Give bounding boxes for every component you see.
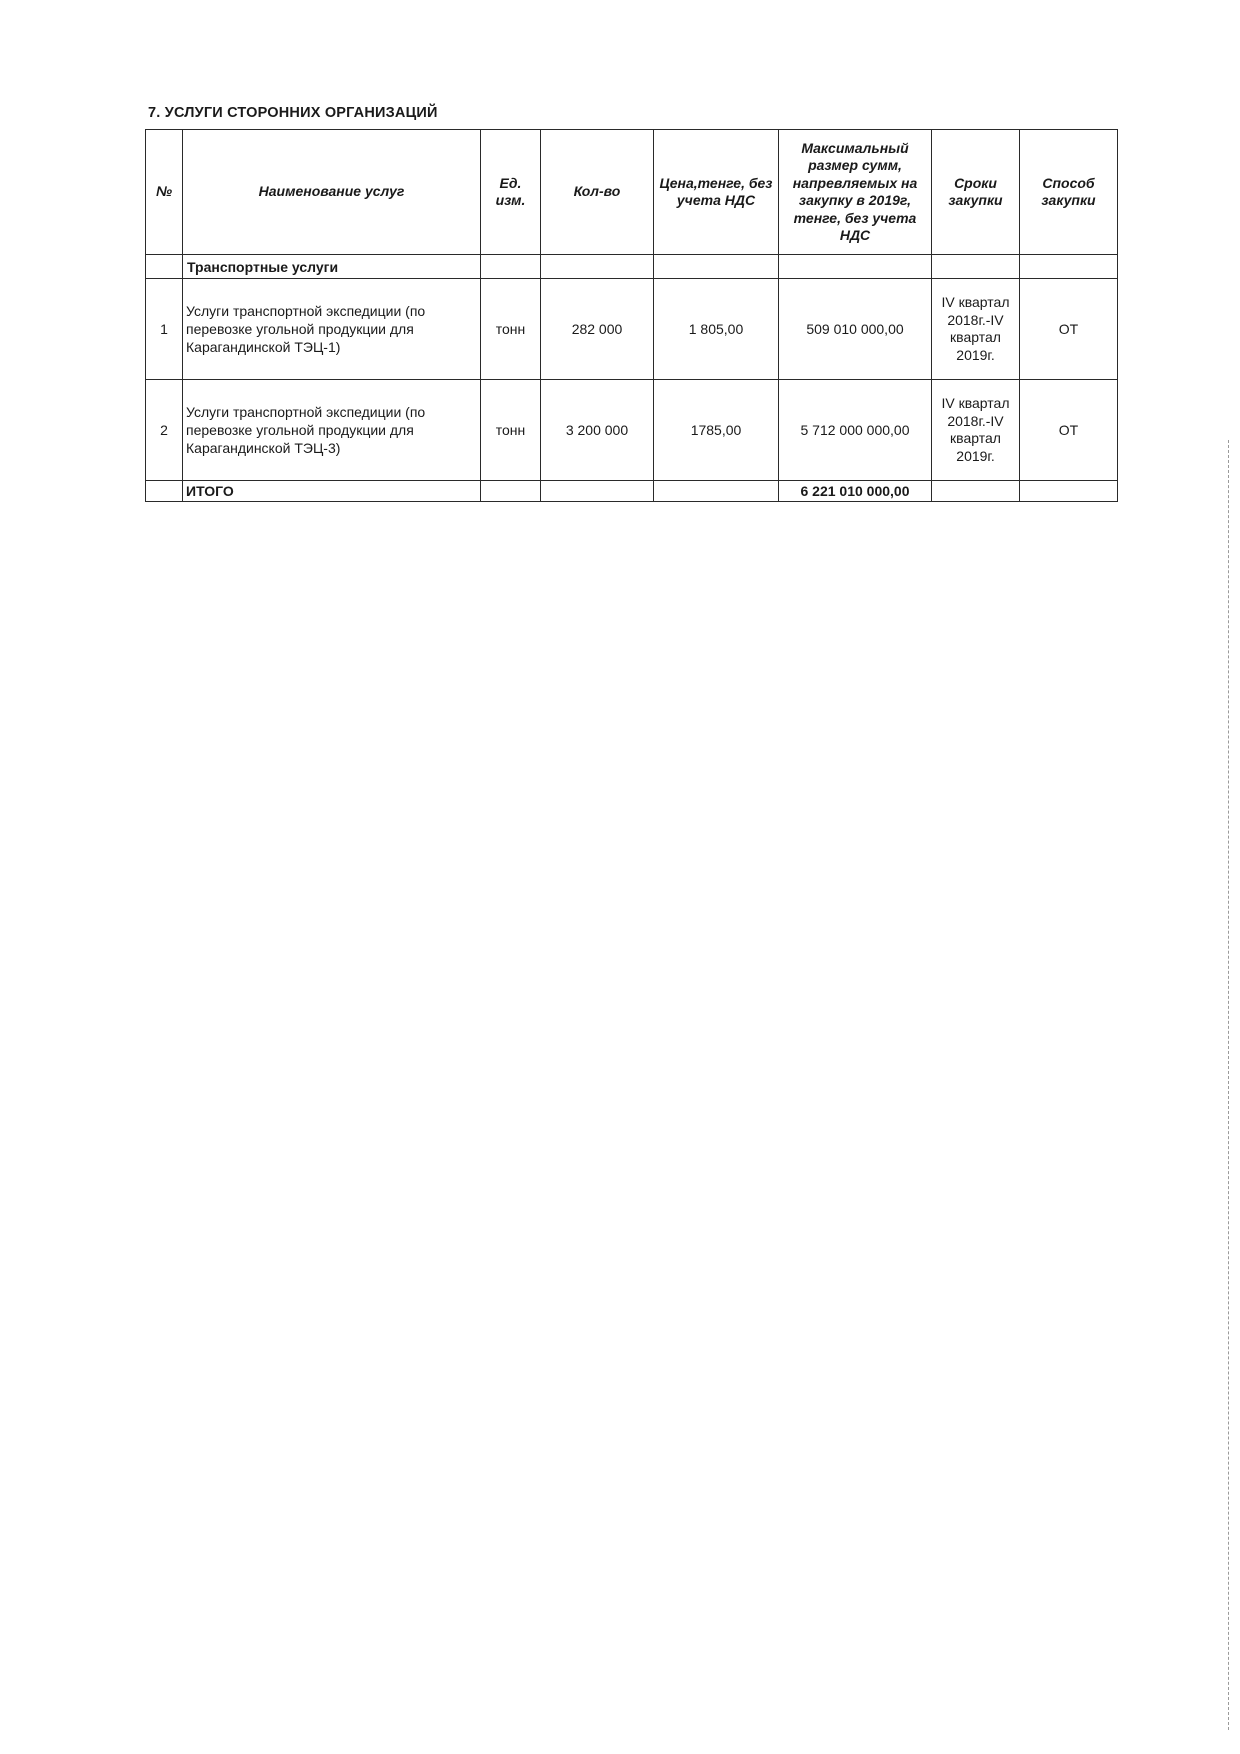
row-terms: IV квартал 2018г.-IV квартал 2019г. [932, 279, 1020, 380]
row-unit: тонн [481, 279, 541, 380]
scan-edge-line [1228, 440, 1230, 1730]
col-header-num: № [146, 130, 183, 255]
row-price: 1785,00 [654, 380, 779, 481]
row-qty: 282 000 [541, 279, 654, 380]
col-header-qty: Кол-во [541, 130, 654, 255]
row-num: 1 [146, 279, 183, 380]
total-sum: 6 221 010 000,00 [779, 481, 932, 502]
header-row [146, 130, 1118, 255]
section-title: 7. УСЛУГИ СТОРОННИХ ОРГАНИЗАЦИЙ [148, 105, 438, 121]
col-header-method: Способ закупки [1020, 130, 1118, 255]
table-row [146, 380, 1118, 481]
row-unit: тонн [481, 380, 541, 481]
row-num: 2 [146, 380, 183, 481]
category-row [146, 255, 1118, 279]
total-row [146, 481, 1118, 502]
services-table [145, 129, 1118, 502]
row-method: ОТ [1020, 279, 1118, 380]
col-header-max-sum: Максимальный размер сумм, напревляемых на закупку в 2019г, тенге, без учета НДС [779, 130, 932, 255]
col-header-price: Цена,тенге, без учета НДС [654, 130, 779, 255]
row-max-sum: 509 010 000,00 [779, 279, 932, 380]
row-qty: 3 200 000 [541, 380, 654, 481]
col-header-unit: Ед. изм. [481, 130, 541, 255]
total-label: ИТОГО [183, 481, 481, 502]
row-terms: IV квартал 2018г.-IV квартал 2019г. [932, 380, 1020, 481]
row-service-name: Услуги транспортной экспедиции (по перевозке угольной продукции для Карагандинской ТЭЦ-3) [183, 380, 481, 481]
col-header-name: Наименование услуг [183, 130, 481, 255]
row-method: ОТ [1020, 380, 1118, 481]
row-price: 1 805,00 [654, 279, 779, 380]
row-service-name: Услуги транспортной экспедиции (по перевозке угольной продукции для Карагандинской ТЭЦ-1) [183, 279, 481, 380]
row-max-sum: 5 712 000 000,00 [779, 380, 932, 481]
col-header-terms: Сроки закупки [932, 130, 1020, 255]
category-label: Транспортные услуги [183, 255, 481, 279]
table-row [146, 279, 1118, 380]
